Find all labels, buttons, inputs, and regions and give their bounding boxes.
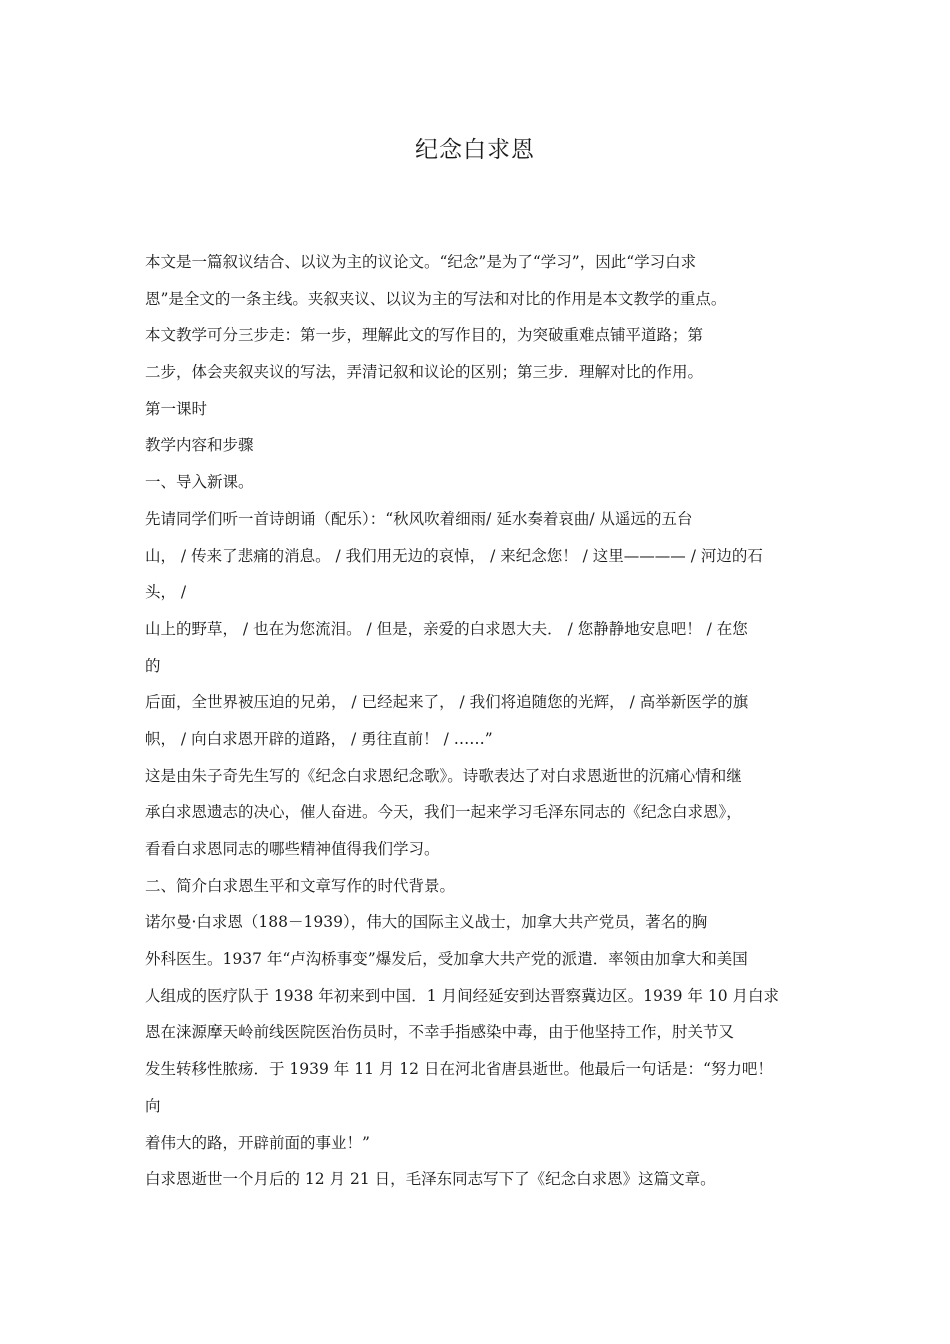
text-line: 后面，全世界被压迫的兄弟， / 已经起来了， / 我们将追随您的光辉， / 高举新医学的旗 [145, 693, 749, 712]
text-line: 发生转移性脓疡．于 1939 年 11 月 12 日在河北省唐县逝世。他最后一句话是：“努力吧！ [145, 1060, 773, 1079]
text-line: 外科医生。1937 年“卢沟桥事变”爆发后，受加拿大共产党的派遣．率领由加拿大和美国 [145, 950, 748, 969]
document-body [145, 244, 825, 1198]
text-line: 山上的野草， / 也在为您流泪。 / 但是，亲爱的白求恩大夫． / 您静静地安息吧！ / 在您 [145, 619, 748, 638]
text-line: 头， / [145, 583, 187, 602]
text-line: 人组成的医疗队于 1938 年初来到中国．1 月间经延安到达晋察冀边区。1939 年 10 月白求 [145, 986, 780, 1005]
text-line: 向 [145, 1096, 161, 1115]
text-line: 承白求恩遗志的决心，催人奋进。今天，我们一起来学习毛泽东同志的《纪念白求恩》， [145, 803, 742, 822]
document-title: 纪念白求恩 [415, 137, 535, 163]
text-line: 二、简介白求恩生平和文章写作的时代背景。 [145, 876, 456, 895]
text-line: 恩在涞源摩天岭前线医院医治伤员时，不幸手指感染中毒，由于他坚持工作，肘关节又 [145, 1023, 735, 1042]
text-line: 先请同学们听一首诗朗诵（配乐）：“秋风吹着细雨/ 延水奏着哀曲/ 从遥远的五台 [145, 509, 693, 528]
text-line: 帜， / 向白求恩开辟的道路， / 勇往直前！ / ……” [145, 729, 493, 748]
text-line: 一、导入新课。 [145, 473, 254, 492]
text-line: 诺尔曼·白求恩（188－1939），伟大的国际主义战士，加拿大共产党员，著名的胸 [145, 913, 708, 932]
text-line: 的 [145, 656, 161, 675]
text-line: 山， / 传来了悲痛的消息。 / 我们用无边的哀悼， / 来纪念您！ / 这里———— / 河边的石 [145, 546, 763, 565]
text-line: 恩”是全文的一条主线。夹叙夹议、以议为主的写法和对比的作用是本文教学的重点。 [145, 289, 727, 308]
text-line: 本文教学可分三步走：第一步，理解此文的写作目的，为突破重难点铺平道路；第 [145, 326, 704, 345]
text-line: 二步，体会夹叙夹议的写法，弄清记叙和议论的区别；第三步．理解对比的作用。 [145, 363, 704, 382]
text-line: 第一课时 [145, 399, 208, 418]
text-line: 本文是一篇叙议结合、以议为主的议论文。“纪念”是为了“学习”，因此“学习白求 [145, 253, 697, 271]
text-line: 白求恩逝世一个月后的 12 月 21 日，毛泽东同志写下了《纪念白求恩》这篇文章。 [145, 1170, 716, 1189]
text-line: 着伟大的路，开辟前面的事业！” [145, 1133, 370, 1152]
text-line: 这是由朱子奇先生写的《纪念白求恩纪念歌》。诗歌表达了对白求恩逝世的沉痛心情和继 [145, 766, 742, 785]
text-line: 看看白求恩同志的哪些精神值得我们学习。 [145, 840, 440, 858]
text-line: 教学内容和步骤 [145, 436, 254, 455]
